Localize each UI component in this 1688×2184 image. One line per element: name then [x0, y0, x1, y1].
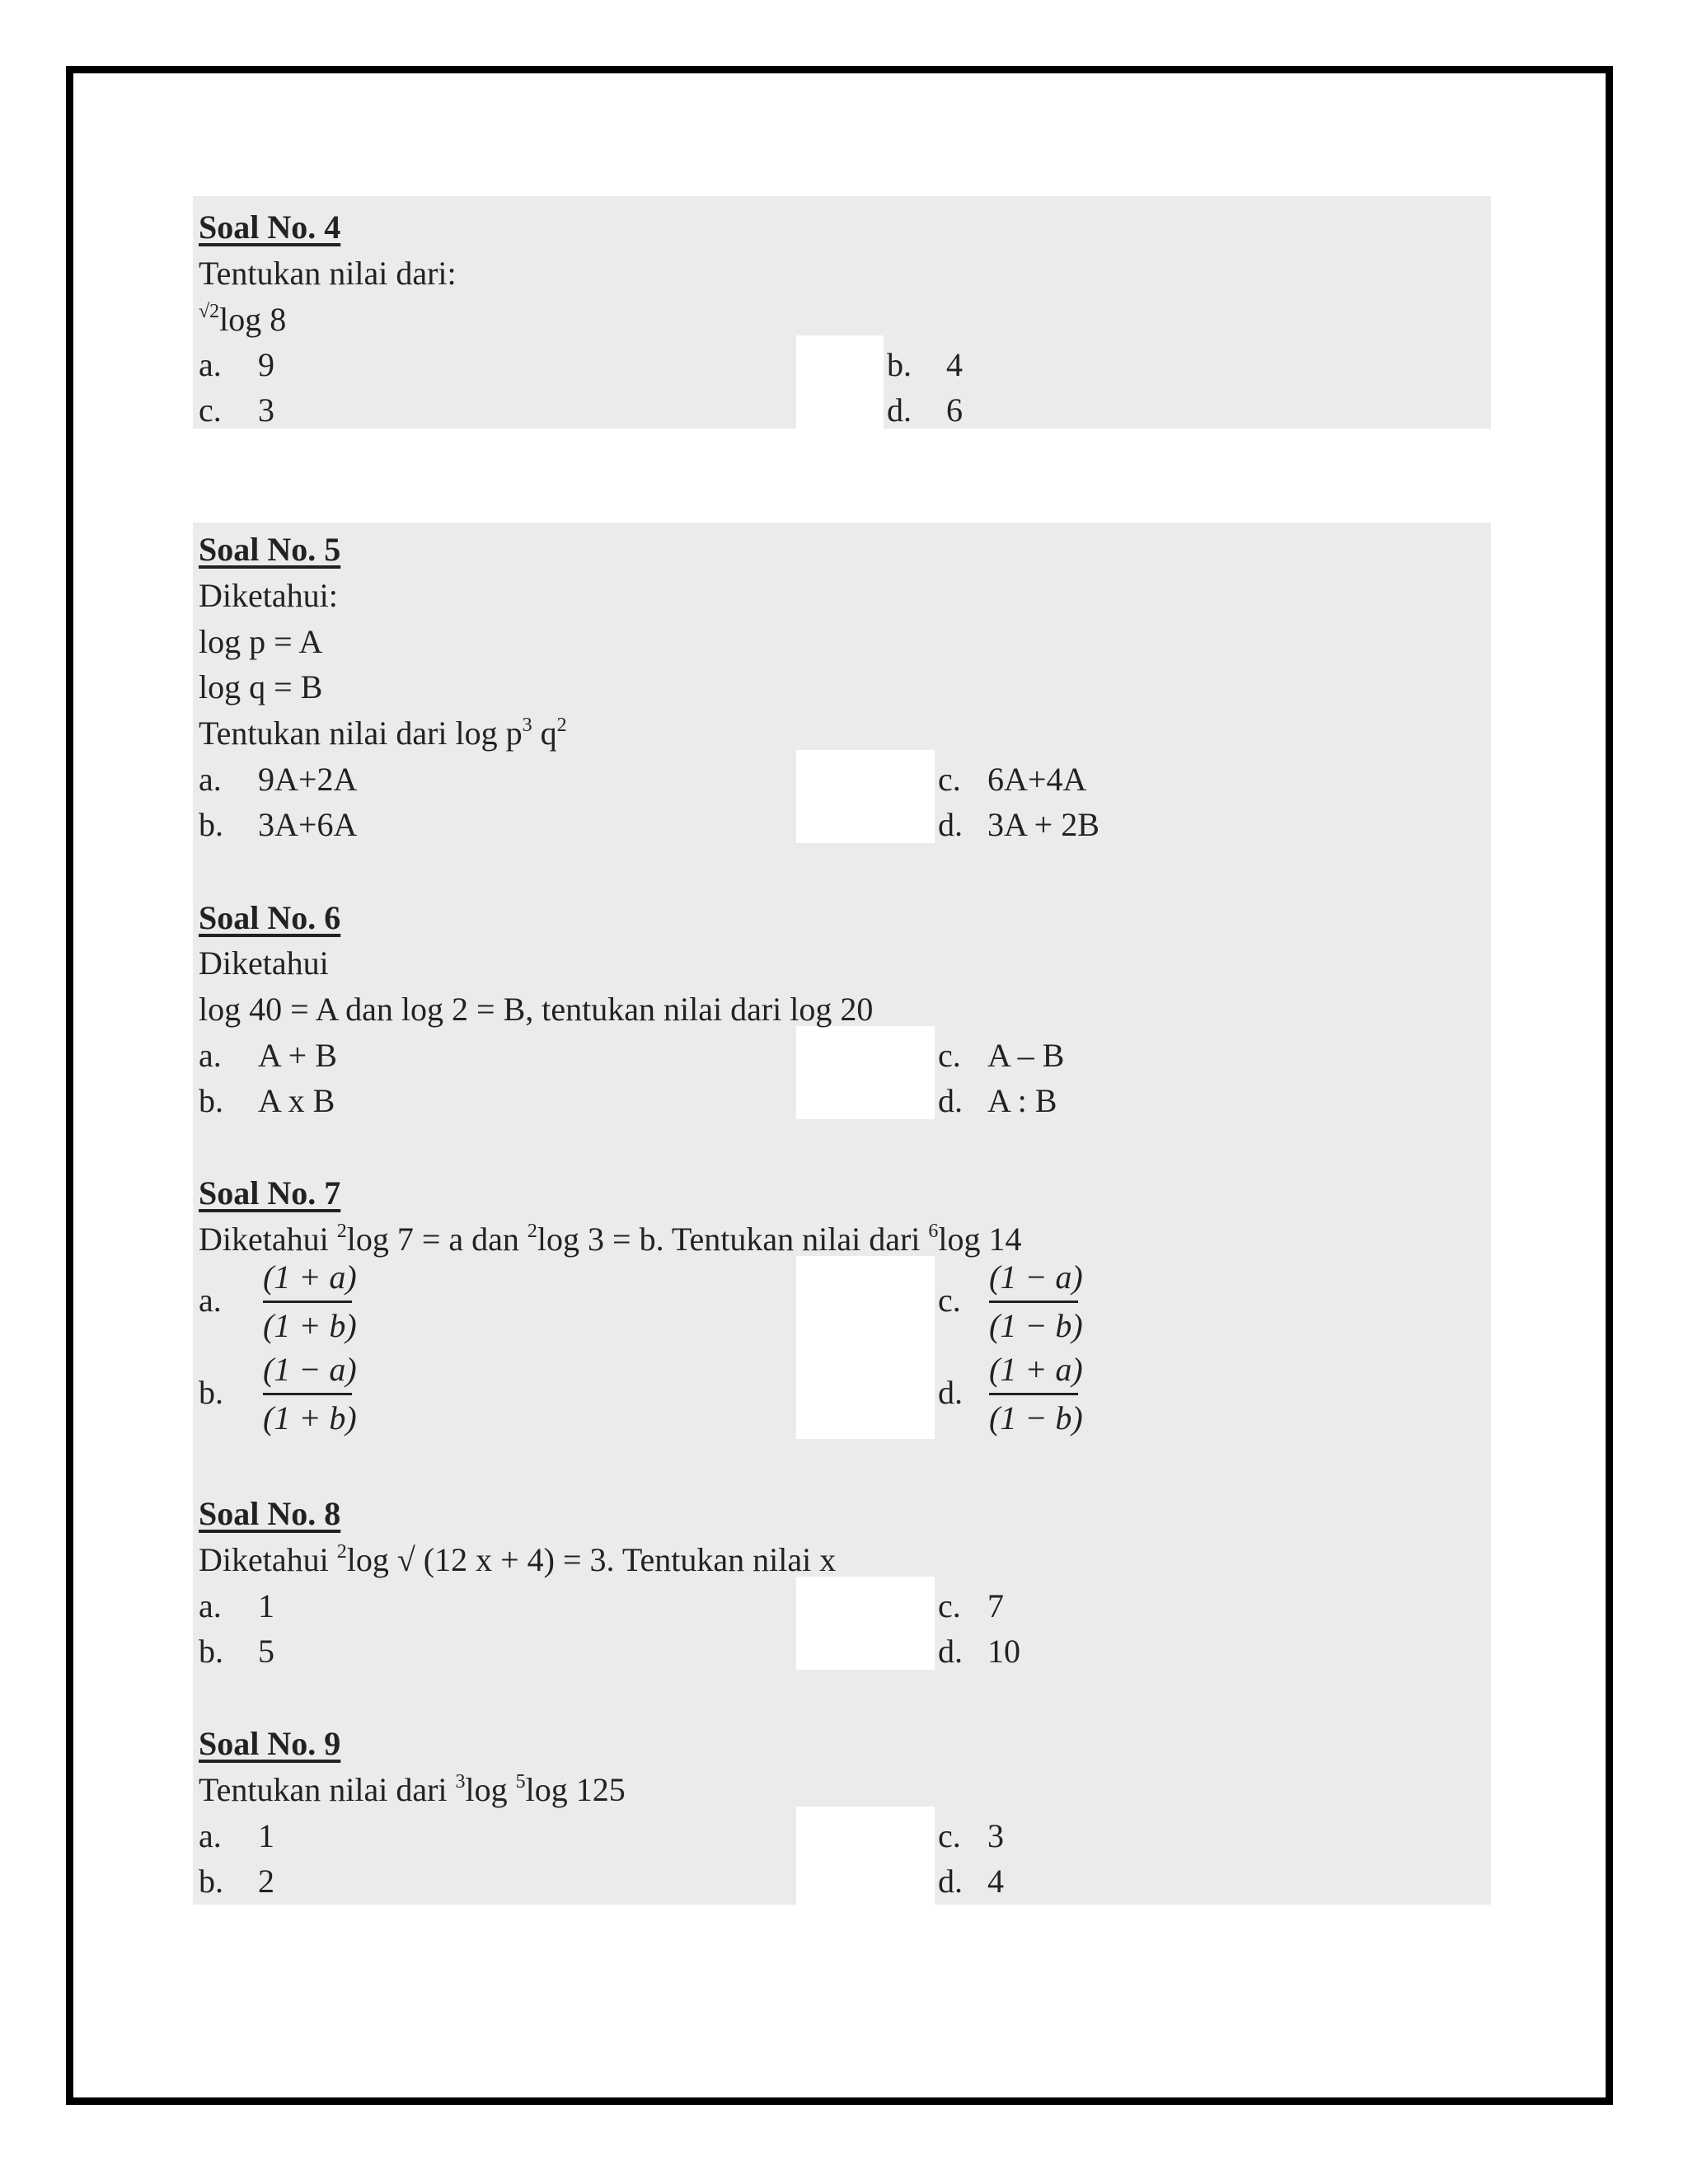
question-text: Diketahui: [199, 577, 338, 614]
question-title: Soal No. 7 [199, 1174, 341, 1212]
fraction: (1 − a) (1 + b) [263, 1351, 357, 1436]
fraction: (1 + a) (1 − b) [989, 1351, 1083, 1436]
answer-option-a: a. 9A+2A [199, 761, 358, 798]
question-title: Soal No. 6 [199, 899, 341, 936]
question-prompt: Diketahui $^2$log √ (12 x + 4) = 3. Tentukan nilai x [199, 1541, 837, 1578]
answer-option-c: c. 6A+4A [938, 761, 1087, 798]
question-title: Soal No. 9 [199, 1725, 341, 1762]
question-title: Soal No. 8 [199, 1495, 341, 1532]
answer-option-a: a. 9 [199, 346, 274, 383]
fraction: (1 + a) (1 + b) [263, 1258, 357, 1344]
answer-option-d: d. A : B [938, 1082, 1057, 1119]
answer-option-b: b. 4 [887, 346, 963, 383]
question-expression: $^{√2}$log 8 [199, 301, 287, 338]
answer-option-b: b. 3A+6A [199, 806, 358, 843]
answer-option-b: b. 5 [199, 1633, 274, 1670]
answer-option-c: c. A – B [938, 1037, 1065, 1074]
column-gap [796, 1577, 935, 1670]
answer-option-d: d. 6 [887, 391, 963, 429]
question-prompt: Tentukan nilai dari $^3$log $^5$log 125 [199, 1771, 626, 1808]
answer-option-a: a. 1 [199, 1817, 274, 1854]
column-gap [796, 750, 935, 843]
answer-option-d: d. 3A + 2B [938, 806, 1100, 843]
column-gap [796, 335, 884, 429]
question-title: Soal No. 5 [199, 531, 341, 568]
answer-option-b: b. 2 [199, 1863, 274, 1900]
answer-option-c: c. 7 [938, 1587, 1004, 1624]
answer-option-a: a. A + B [199, 1037, 337, 1074]
question-text: log 40 = A dan log 2 = B, tentukan nilai dari log 20 [199, 991, 874, 1028]
column-gap [796, 1026, 935, 1119]
question-text: log q = B [199, 668, 323, 705]
answer-option-c: c. 3 [938, 1817, 1004, 1854]
answer-option-c: c. 3 [199, 391, 274, 429]
question-text: Tentukan nilai dari: [199, 255, 457, 292]
question-text: log p = A [199, 623, 323, 660]
question-prompt: Diketahui $^2$log 7 = a dan $^2$log 3 = b. Tentukan nilai dari $^6$log 14 [199, 1221, 1022, 1258]
shade-gap [193, 429, 1491, 523]
column-gap [796, 1807, 935, 1905]
question-title: Soal No. 4 [199, 209, 341, 246]
answer-option-d: d. 10 [938, 1633, 1020, 1670]
question-text: Diketahui [199, 944, 329, 982]
answer-option-b: b. A x B [199, 1082, 335, 1119]
column-gap [796, 1256, 935, 1439]
fraction: (1 − a) (1 − b) [989, 1258, 1083, 1344]
answer-option-d: d. 4 [938, 1863, 1004, 1900]
answer-option-a: a. 1 [199, 1587, 274, 1624]
question-prompt: Tentukan nilai dari $\log p^3$ $q^2$ [199, 715, 567, 752]
